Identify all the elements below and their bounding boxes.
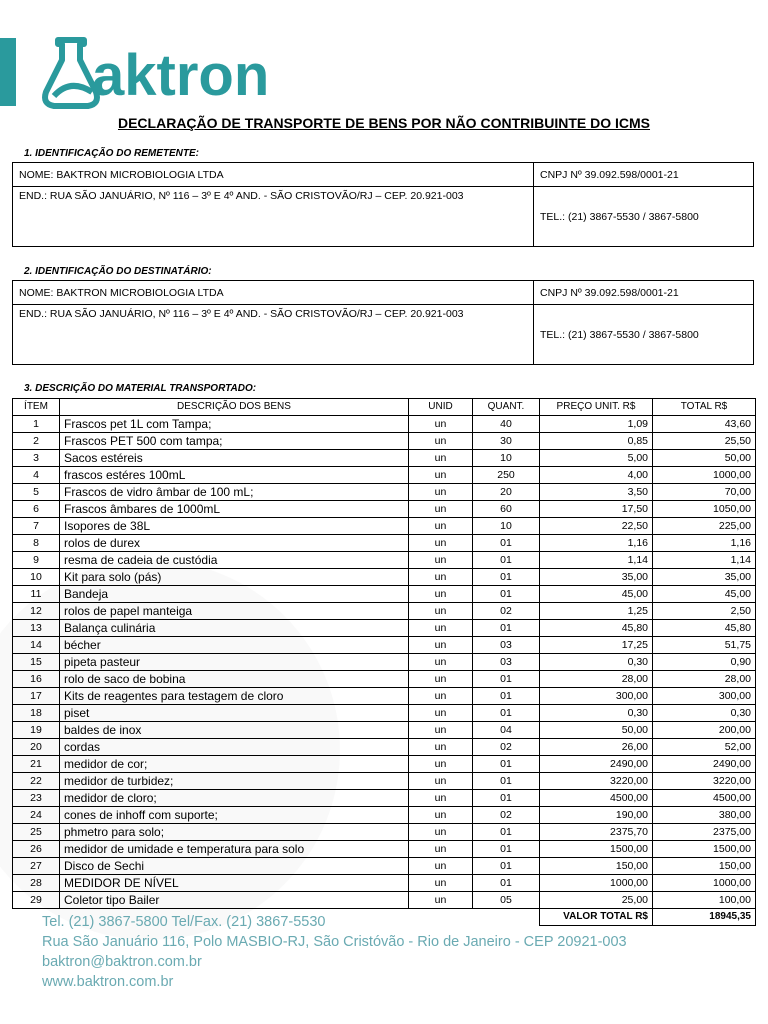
document-title: DECLARAÇÃO DE TRANSPORTE DE BENS POR NÃO CONTRIBUINTE DO ICMS bbox=[117, 115, 651, 131]
footer-email: baktron@baktron.com.br bbox=[42, 954, 202, 970]
item-number: 27 bbox=[13, 858, 60, 875]
item-unit: un bbox=[409, 450, 473, 467]
item-number: 16 bbox=[13, 671, 60, 688]
item-total: 4500,00 bbox=[653, 790, 756, 807]
item-unit-price: 0,30 bbox=[540, 705, 653, 722]
table-row bbox=[13, 501, 756, 518]
recipient-address: END.: RUA SÃO JANUÁRIO, Nº 116 – 3º E 4º AND. - SÃO CRISTOVÃO/RJ – CEP. 20.921-003 bbox=[13, 305, 534, 365]
item-description: Isopores de 38L bbox=[60, 518, 409, 535]
item-total: 380,00 bbox=[653, 807, 756, 824]
item-total: 100,00 bbox=[653, 892, 756, 909]
table-row bbox=[13, 603, 756, 620]
item-unit: un bbox=[409, 467, 473, 484]
item-total: 51,75 bbox=[653, 637, 756, 654]
item-number: 9 bbox=[13, 552, 60, 569]
recipient-box bbox=[12, 280, 754, 365]
table-row bbox=[13, 705, 756, 722]
item-unit-price: 2490,00 bbox=[540, 756, 653, 773]
table-row bbox=[13, 586, 756, 603]
item-unit-price: 2375,70 bbox=[540, 824, 653, 841]
item-number: 23 bbox=[13, 790, 60, 807]
item-unit-price: 1000,00 bbox=[540, 875, 653, 892]
footer-website: www.baktron.com.br bbox=[42, 974, 174, 990]
item-unit: un bbox=[409, 756, 473, 773]
table-row bbox=[13, 416, 756, 433]
table-row bbox=[13, 467, 756, 484]
item-unit: un bbox=[409, 620, 473, 637]
item-description: rolos de papel manteiga bbox=[60, 603, 409, 620]
item-description: Frascos PET 500 com tampa; bbox=[60, 433, 409, 450]
item-total: 1000,00 bbox=[653, 875, 756, 892]
item-number: 25 bbox=[13, 824, 60, 841]
item-unit-price: 190,00 bbox=[540, 807, 653, 824]
item-description: Frascos âmbares de 1000mL bbox=[60, 501, 409, 518]
table-row bbox=[13, 756, 756, 773]
item-unit: un bbox=[409, 637, 473, 654]
item-unit-price: 5,00 bbox=[540, 450, 653, 467]
item-description: bécher bbox=[60, 637, 409, 654]
col-unit-price-header: PREÇO UNIT. R$ bbox=[540, 399, 653, 416]
item-number: 21 bbox=[13, 756, 60, 773]
footer-address: Rua São Januário 116, Polo MASBIO-RJ, São Cristóvão - Rio de Janeiro - CEP 20921-003 bbox=[42, 934, 627, 950]
item-total: 50,00 bbox=[653, 450, 756, 467]
item-total: 200,00 bbox=[653, 722, 756, 739]
item-quantity: 01 bbox=[473, 569, 540, 586]
items-table bbox=[12, 398, 756, 926]
item-quantity: 01 bbox=[473, 535, 540, 552]
item-quantity: 01 bbox=[473, 552, 540, 569]
item-unit-price: 1500,00 bbox=[540, 841, 653, 858]
recipient-phone: TEL.: (21) 3867-5530 / 3867-5800 bbox=[534, 305, 754, 365]
item-unit: un bbox=[409, 501, 473, 518]
item-number: 19 bbox=[13, 722, 60, 739]
item-number: 24 bbox=[13, 807, 60, 824]
item-unit-price: 1,09 bbox=[540, 416, 653, 433]
accent-bar bbox=[0, 38, 16, 106]
item-number: 7 bbox=[13, 518, 60, 535]
item-number: 29 bbox=[13, 892, 60, 909]
item-number: 13 bbox=[13, 620, 60, 637]
material-heading: 3. DESCRIÇÃO DO MATERIAL TRANSPORTADO: bbox=[24, 383, 257, 394]
item-number: 3 bbox=[13, 450, 60, 467]
item-total: 1500,00 bbox=[653, 841, 756, 858]
item-description: medidor de umidade e temperatura para solo bbox=[60, 841, 409, 858]
item-unit: un bbox=[409, 671, 473, 688]
table-row bbox=[13, 790, 756, 807]
item-total: 300,00 bbox=[653, 688, 756, 705]
item-unit: un bbox=[409, 892, 473, 909]
item-quantity: 01 bbox=[473, 841, 540, 858]
item-unit: un bbox=[409, 535, 473, 552]
item-unit-price: 1,14 bbox=[540, 552, 653, 569]
item-quantity: 01 bbox=[473, 875, 540, 892]
item-description: rolo de saco de bobina bbox=[60, 671, 409, 688]
item-unit-price: 22,50 bbox=[540, 518, 653, 535]
item-description: Kit para solo (pás) bbox=[60, 569, 409, 586]
recipient-cnpj: CNPJ Nº 39.092.598/0001-21 bbox=[534, 281, 754, 305]
item-unit-price: 17,50 bbox=[540, 501, 653, 518]
item-description: Frascos pet 1L com Tampa; bbox=[60, 416, 409, 433]
item-unit-price: 3220,00 bbox=[540, 773, 653, 790]
table-row bbox=[13, 433, 756, 450]
item-description: resma de cadeia de custódia bbox=[60, 552, 409, 569]
item-unit-price: 1,25 bbox=[540, 603, 653, 620]
item-number: 17 bbox=[13, 688, 60, 705]
item-description: cordas bbox=[60, 739, 409, 756]
item-unit: un bbox=[409, 875, 473, 892]
item-description: Coletor tipo Bailer bbox=[60, 892, 409, 909]
item-number: 18 bbox=[13, 705, 60, 722]
item-number: 5 bbox=[13, 484, 60, 501]
item-quantity: 30 bbox=[473, 433, 540, 450]
sender-name: NOME: BAKTRON MICROBIOLOGIA LTDA bbox=[13, 163, 534, 187]
item-total: 1000,00 bbox=[653, 467, 756, 484]
item-quantity: 40 bbox=[473, 416, 540, 433]
item-description: piset bbox=[60, 705, 409, 722]
item-total: 0,90 bbox=[653, 654, 756, 671]
item-unit-price: 1,16 bbox=[540, 535, 653, 552]
table-row bbox=[13, 892, 756, 909]
table-row bbox=[13, 535, 756, 552]
table-row bbox=[13, 450, 756, 467]
table-row bbox=[13, 552, 756, 569]
item-unit: un bbox=[409, 569, 473, 586]
item-description: Kits de reagentes para testagem de cloro bbox=[60, 688, 409, 705]
item-unit: un bbox=[409, 484, 473, 501]
item-quantity: 05 bbox=[473, 892, 540, 909]
item-description: MEDIDOR DE NÍVEL bbox=[60, 875, 409, 892]
item-unit: un bbox=[409, 807, 473, 824]
table-row bbox=[13, 569, 756, 586]
item-unit-price: 45,00 bbox=[540, 586, 653, 603]
item-description: Balança culinária bbox=[60, 620, 409, 637]
item-unit: un bbox=[409, 824, 473, 841]
table-row bbox=[13, 671, 756, 688]
sender-box bbox=[12, 162, 754, 247]
recipient-name: NOME: BAKTRON MICROBIOLOGIA LTDA bbox=[13, 281, 534, 305]
item-quantity: 01 bbox=[473, 688, 540, 705]
item-unit: un bbox=[409, 416, 473, 433]
item-quantity: 250 bbox=[473, 467, 540, 484]
item-number: 28 bbox=[13, 875, 60, 892]
item-total: 45,00 bbox=[653, 586, 756, 603]
item-total: 1,16 bbox=[653, 535, 756, 552]
item-unit: un bbox=[409, 586, 473, 603]
item-unit: un bbox=[409, 790, 473, 807]
item-quantity: 10 bbox=[473, 450, 540, 467]
item-quantity: 02 bbox=[473, 807, 540, 824]
item-number: 6 bbox=[13, 501, 60, 518]
item-unit-price: 28,00 bbox=[540, 671, 653, 688]
item-unit: un bbox=[409, 739, 473, 756]
item-total: 52,00 bbox=[653, 739, 756, 756]
item-number: 20 bbox=[13, 739, 60, 756]
item-number: 26 bbox=[13, 841, 60, 858]
item-unit: un bbox=[409, 705, 473, 722]
col-item-header: ÍTEM bbox=[13, 399, 60, 416]
col-description-header: DESCRIÇÃO DOS BENS bbox=[60, 399, 409, 416]
item-number: 8 bbox=[13, 535, 60, 552]
item-description: phmetro para solo; bbox=[60, 824, 409, 841]
item-quantity: 01 bbox=[473, 586, 540, 603]
item-total: 0,30 bbox=[653, 705, 756, 722]
table-row bbox=[13, 739, 756, 756]
table-row bbox=[13, 858, 756, 875]
item-description: rolos de durex bbox=[60, 535, 409, 552]
sender-phone: TEL.: (21) 3867-5530 / 3867-5800 bbox=[534, 187, 754, 247]
item-unit-price: 45,80 bbox=[540, 620, 653, 637]
table-row bbox=[13, 637, 756, 654]
table-row bbox=[13, 875, 756, 892]
table-row bbox=[13, 773, 756, 790]
item-unit-price: 26,00 bbox=[540, 739, 653, 756]
item-unit-price: 3,50 bbox=[540, 484, 653, 501]
item-quantity: 10 bbox=[473, 518, 540, 535]
item-total: 1,14 bbox=[653, 552, 756, 569]
item-description: Disco de Sechi bbox=[60, 858, 409, 875]
item-total: 2375,00 bbox=[653, 824, 756, 841]
item-quantity: 20 bbox=[473, 484, 540, 501]
recipient-heading: 2. IDENTIFICAÇÃO DO DESTINATÁRIO: bbox=[24, 266, 212, 277]
item-description: baldes de inox bbox=[60, 722, 409, 739]
item-unit: un bbox=[409, 773, 473, 790]
item-total: 1050,00 bbox=[653, 501, 756, 518]
item-quantity: 01 bbox=[473, 756, 540, 773]
item-quantity: 02 bbox=[473, 603, 540, 620]
item-total: 3220,00 bbox=[653, 773, 756, 790]
item-description: cones de inhoff com suporte; bbox=[60, 807, 409, 824]
item-unit-price: 4,00 bbox=[540, 467, 653, 484]
item-quantity: 01 bbox=[473, 705, 540, 722]
item-number: 14 bbox=[13, 637, 60, 654]
table-row bbox=[13, 841, 756, 858]
item-unit-price: 4500,00 bbox=[540, 790, 653, 807]
item-description: medidor de cloro; bbox=[60, 790, 409, 807]
item-unit: un bbox=[409, 552, 473, 569]
item-quantity: 60 bbox=[473, 501, 540, 518]
footer-phones: Tel. (21) 3867-5800 Tel/Fax. (21) 3867-5530 bbox=[42, 914, 326, 930]
item-quantity: 01 bbox=[473, 858, 540, 875]
item-quantity: 01 bbox=[473, 671, 540, 688]
item-quantity: 03 bbox=[473, 654, 540, 671]
sender-cnpj: CNPJ Nº 39.092.598/0001-21 bbox=[534, 163, 754, 187]
table-row bbox=[13, 722, 756, 739]
item-total: 2490,00 bbox=[653, 756, 756, 773]
item-unit-price: 150,00 bbox=[540, 858, 653, 875]
table-row bbox=[13, 620, 756, 637]
item-unit: un bbox=[409, 688, 473, 705]
item-description: pipeta pasteur bbox=[60, 654, 409, 671]
item-unit-price: 300,00 bbox=[540, 688, 653, 705]
brand-name: aktron bbox=[92, 43, 270, 108]
item-quantity: 04 bbox=[473, 722, 540, 739]
item-quantity: 01 bbox=[473, 790, 540, 807]
table-row bbox=[13, 654, 756, 671]
item-unit-price: 25,00 bbox=[540, 892, 653, 909]
item-description: medidor de cor; bbox=[60, 756, 409, 773]
item-number: 15 bbox=[13, 654, 60, 671]
table-row bbox=[13, 484, 756, 501]
item-number: 12 bbox=[13, 603, 60, 620]
item-description: Frascos de vidro âmbar de 100 mL; bbox=[60, 484, 409, 501]
item-number: 22 bbox=[13, 773, 60, 790]
item-unit: un bbox=[409, 603, 473, 620]
item-unit-price: 35,00 bbox=[540, 569, 653, 586]
item-total: 35,00 bbox=[653, 569, 756, 586]
item-description: medidor de turbidez; bbox=[60, 773, 409, 790]
item-total: 25,50 bbox=[653, 433, 756, 450]
footer bbox=[42, 912, 627, 992]
item-unit: un bbox=[409, 858, 473, 875]
table-row bbox=[13, 688, 756, 705]
item-quantity: 02 bbox=[473, 739, 540, 756]
item-description: Sacos estéreis bbox=[60, 450, 409, 467]
col-quantity-header: QUANT. bbox=[473, 399, 540, 416]
item-number: 4 bbox=[13, 467, 60, 484]
item-unit: un bbox=[409, 654, 473, 671]
item-total: 43,60 bbox=[653, 416, 756, 433]
item-unit: un bbox=[409, 433, 473, 450]
item-number: 1 bbox=[13, 416, 60, 433]
item-quantity: 01 bbox=[473, 824, 540, 841]
sender-heading: 1. IDENTIFICAÇÃO DO REMETENTE: bbox=[24, 148, 200, 159]
item-unit-price: 0,85 bbox=[540, 433, 653, 450]
item-total: 2,50 bbox=[653, 603, 756, 620]
item-unit-price: 50,00 bbox=[540, 722, 653, 739]
item-quantity: 01 bbox=[473, 773, 540, 790]
item-unit-price: 0,30 bbox=[540, 654, 653, 671]
item-unit-price: 17,25 bbox=[540, 637, 653, 654]
col-unit-header: UNID bbox=[409, 399, 473, 416]
total-label: VALOR TOTAL R$ bbox=[540, 909, 653, 926]
item-quantity: 03 bbox=[473, 637, 540, 654]
table-row bbox=[13, 807, 756, 824]
col-total-header: TOTAL R$ bbox=[653, 399, 756, 416]
item-number: 10 bbox=[13, 569, 60, 586]
item-total: 28,00 bbox=[653, 671, 756, 688]
item-total: 70,00 bbox=[653, 484, 756, 501]
item-total: 45,80 bbox=[653, 620, 756, 637]
item-unit: un bbox=[409, 518, 473, 535]
item-description: frascos estéres 100mL bbox=[60, 467, 409, 484]
sender-address: END.: RUA SÃO JANUÁRIO, Nº 116 – 3º E 4º AND. - SÃO CRISTOVÃO/RJ – CEP. 20.921-003 bbox=[13, 187, 534, 247]
item-unit: un bbox=[409, 841, 473, 858]
item-unit: un bbox=[409, 722, 473, 739]
items-header-row bbox=[13, 399, 756, 416]
total-value: 18945,35 bbox=[653, 909, 756, 926]
item-number: 11 bbox=[13, 586, 60, 603]
table-row bbox=[13, 518, 756, 535]
table-row bbox=[13, 824, 756, 841]
item-quantity: 01 bbox=[473, 620, 540, 637]
item-total: 150,00 bbox=[653, 858, 756, 875]
item-total: 225,00 bbox=[653, 518, 756, 535]
item-description: Bandeja bbox=[60, 586, 409, 603]
item-number: 2 bbox=[13, 433, 60, 450]
